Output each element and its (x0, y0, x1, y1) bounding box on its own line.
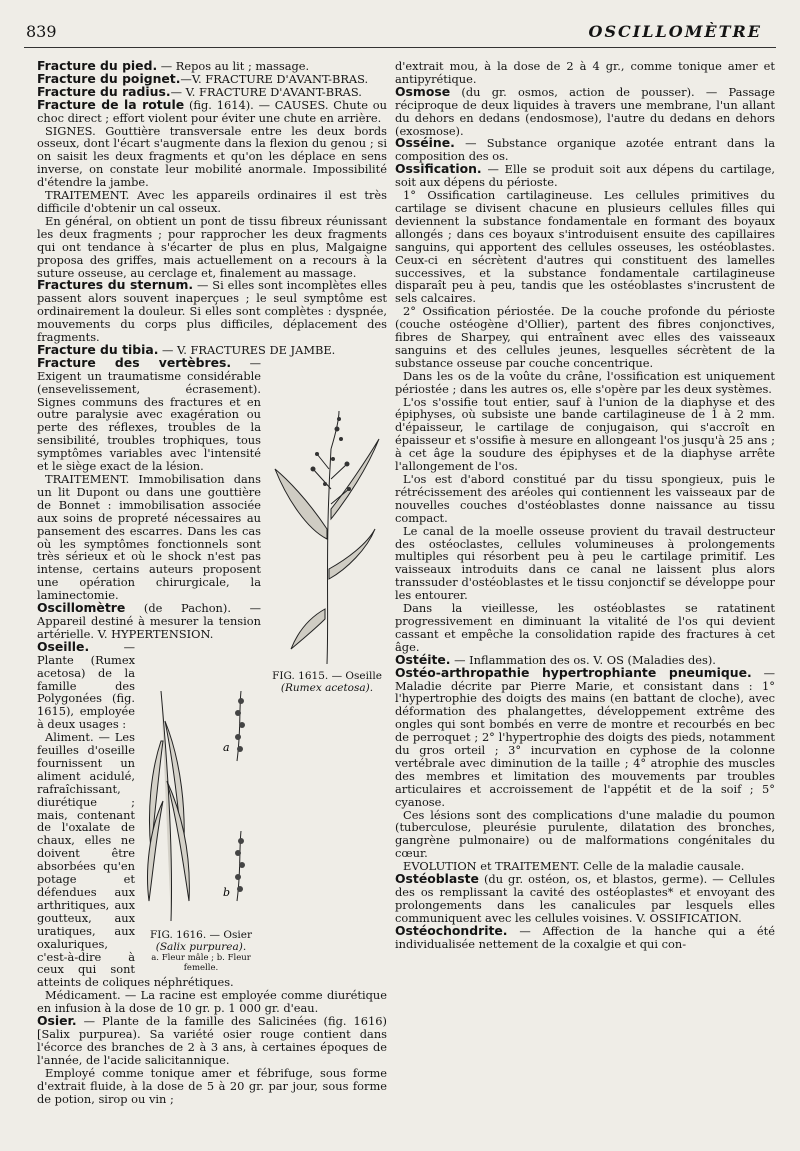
figure-1615-caption: FIG. 1615. — Oseille (Rumex acetosa). (272, 669, 382, 694)
paragraph: Employé comme tonique amer et fébrifuge, sous forme d'extrait fluide, à la dose de 5 à 20 gr. par jour, sous forme de potion, sirop ou vin ; (37, 1065, 387, 1106)
paragraph: En général, on obtient un pont de tissu fibreux réunissant les deux fragments ; pour rapprocher les deux fragments qui ont tendance à s'écarter de plus en plus, Malgaigne proposa des griffes, mais actuellement on a recours à la suture osseuse, au cerclage et, finalement au massage. (37, 213, 387, 280)
paragraph: Médicament. — La racine est employée comme diurétique en infusion à la dose de 10 gr. p. 1 000 gr. d'eau. (37, 988, 387, 1016)
entry-oseille: Oseille. — Plante (Rumex acetosa) de la famille des Polygonées (fig. 1615), employée à deux usages : (37, 638, 135, 732)
entry-osseine: Osséine. — Substance organique azotée entrant dans la composition des os. (395, 135, 775, 164)
label-b: b (223, 885, 231, 899)
sorrel-plant-illustration (267, 409, 387, 667)
paragraph: SIGNES. Gouttière transversale entre les deux bords osseux, dont l'écart s'augmente dans la flexion du genou ; si on saisit les deux fragments et qu'on les déplace en sens inverse, on constate leur mobilité anormale. Impossibilité d'étendre la jambe. (37, 123, 387, 190)
paragraph: 2° Ossification périostée. De la couche profonde du périoste (couche ostéogène d'Ollier), partent des fibres conjonctives, fibres de Sharpey, qui entraînent avec elles des vaisseaux sanguins et des cellules jeunes, lesquelles sécrètent de la substance osseuse par couche concentrique. (395, 304, 775, 370)
entry-fracture-poignet: Fracture du poignet.—V. FRACTURE D'AVANT-BRAS. (37, 70, 369, 86)
entry-oscillometre: Oscillomètre (de Pachon). — Appareil destiné à mesurer la tension artérielle. V. HYPERTENSION. (37, 600, 261, 641)
entry-fractures-sternum: Fractures du sternum. — Si elles sont incomplètes elles passent alors souvent inaperçues ; le seul symptôme est ordinairement la douleur. Si elles sont complètes : dyspnée, mouvements du corps plus difficiles, déplacement des fragments. (37, 277, 388, 345)
paragraph: d'extrait mou, à la dose de 2 à 4 gr., comme tonique amer et antipyrétique. (395, 59, 775, 86)
entry-osteo-arthropathie: Ostéo-arthropathie hypertrophiante pneumique. — Maladie décrite par Pierre Marie, et consistant dans : 1° l'hypertrophie des doigts des mains (en battant de cloche), avec déformation des phalangettes, développement extrême des ongles qui sont bombés en verre de montre et recourbés en bec de perroquet ; 2° l'hypertrophie des doigts des pieds, notamment du gros orteil ; 3° incurvation en cyphose de la colonne vertébrale avec diminution de la taille ; 4° atrophie des muscles des membres et limitation des mouvements par troubles articulaires et accroissement de l'appétit et de la soif ; 5° cyanose. (395, 664, 775, 809)
label-a: a (223, 740, 230, 754)
figure-1616-caption: FIG. 1616. — Osier (Salix purpurea). a. Fleur mâle ; b. Fleur femelle. (150, 928, 252, 973)
header-rule (24, 47, 776, 48)
paragraph: TRAITEMENT. Avec les appareils ordinaires il est très difficile d'obtenir un cal osseux. (37, 188, 387, 215)
paragraph: Le canal de la moelle osseuse provient du travail destructeur des ostéoclastes, cellules volumineuses à prolongements multiples qui résorbent peu à peu le cartilage primitif. Les vaisseaux introduits dans ce canal ne laissent plus alors transsuder d'ostéoblastes et le tissu conjonctif se développe pour les entourer. (395, 523, 775, 603)
entry-osteoblaste: Ostéoblaste (du gr. ostéon, os, et blastos, germe). — Cellules des os remplissant la cavité des ostéoplastes* et envoyant des prolongements dans les canalicules par lesquels elles communiquent avec les cellules voisines. V. OSSIFICATION. (395, 871, 775, 925)
figure-1616 (141, 681, 261, 973)
entry-fracture-rotule: Fracture de la rotule (fig. 1614). — CAUSES. Chute ou choc direct ; effort violent pour éviter une chute en arrière. (37, 96, 387, 125)
entry-osier: Osier. — Plante de la famille des Salicinées (fig. 1616) [Salix purpurea). Sa variété osier rouge contient dans l'écorce des branches de 2 à 3 ans, à certaines époques de l'année, de l'acide salicitannique. (37, 1013, 387, 1067)
paragraph: Aliment. — Les feuilles d'oseille fournissent un aliment acidulé, rafraîchissant, diurétique ; mais, contenant de l'oxalate de chaux, elles ne doivent être absorbées qu'en potage et défendues aux arthritiques, aux goutteux, aux uratiques, aux oxaluriques, c'est-à-dire à ceux qui sont atteints de coliques néphrétiques. (37, 730, 234, 990)
entry-fracture-vertebres: Fracture des vertèbres. — Exigent un traumatisme considérable (ensevelissement, écrasement). Signes communs des fractures et en outre paralysie avec exagération ou perte des réflexes, troubles de la sensibilité, troubles trophiques, tous symptômes variables avec l'intensité et le siège exact de la lésion. (37, 354, 261, 474)
running-title: OSCILLOMÈTRE (588, 22, 762, 41)
entry-fracture-pied: Fracture du pied. — Repos au lit ; massage. (37, 58, 310, 73)
left-column (37, 60, 387, 1105)
paragraph: L'os est d'abord constitué par du tissu spongieux, puis le rétrécissement des aréoles qui contiennent les vaisseaux par de nouvelles couches d'ostéoblastes donne naissance au tissu compact. (395, 472, 775, 525)
paragraph: TRAITEMENT. Immobilisation dans un lit Dupont ou dans une gouttière de Bonnet : immobilisation associée aux soins de propreté nécessaires au pansement des escarres. Dans les cas où les symptômes fonctionnels sont très sérieux et où le shock n'est pas intense, certains auteurs proposent une opération chirurgicale, la laminectomie. (37, 472, 261, 603)
entry-fracture-radius: Fracture du radius.— V. FRACTURE D'AVANT-BRAS. (37, 83, 362, 99)
paragraph: 1° Ossification cartilagineuse. Les cellules primitives du cartilage se divisent chacune en plusieurs cellules filles qui deviennent la substance fondamentale en formant des boyaux allongés ; dans ces boyaux s'introduisent ensuite des capillaires sanguins, qui apportent des cellules osseuses, les ostéoblastes. Ceux-ci en sécrètent d'autres qui constituent des lamelles successives, et la substance fondamentale cartilagineuse disparaît peu à peu, tandis que les ostéoblastes s'incrustent de sels calcaires. (395, 188, 775, 306)
entry-osteochondrite: Ostéochondrite. — Affection de la hanche qui a été individualisée nettement de la coxalgie et qui con- (395, 922, 775, 951)
paragraph: Ces lésions sont des complications d'une maladie du poumon (tuberculose, pleurésie purulente, dilatation des bronches, gangrène pulmonaire) ou de malformations congénitales du cœur. (395, 807, 775, 861)
paragraph: EVOLUTION et TRAITEMENT. Celle de la maladie causale. (403, 859, 745, 874)
paragraph: Dans les os de la voûte du crâne, l'ossification est uniquement périostée ; dans les autres os, elle s'opère par les deux systèmes. (395, 368, 775, 396)
entry-osteite: Ostéite. — Inflammation des os. V. OS (Maladies des). (395, 651, 716, 667)
entry-osmose: Osmose (du gr. osmos, action de pousser). — Passage réciproque de deux liquides à travers une membrane, l'un allant du dehors en dedans (endosmose), l'autre du dedans en dehors (exosmose). (395, 83, 775, 138)
right-column (395, 60, 775, 951)
entry-ossification: Ossification. — Elle se produit soit aux dépens du cartilage, soit aux dépens du périoste. (395, 161, 775, 190)
figure-1615 (267, 409, 387, 694)
paragraph: Dans la vieillesse, les ostéoblastes se ratatinent progressivement en diminuant la vitalité de l'os qui devient cassant et empêche la consolidation rapide des fractures à cet âge. (395, 601, 775, 654)
osier-plant-illustration (141, 681, 261, 926)
paragraph: L'os s'ossifie tout entier, sauf à l'union de la diaphyse et des épiphyses, où subsiste une bande cartilagineuse de 1 à 2 mm. d'épaisseur, le cartilage de conjugaison, qui s'accroît en épaisseur et s'ossifie à mesure en allongeant l'os jusqu'à 25 ans ; à cet âge la soudure des épiphyses et de la diaphyse arrête l'allongement de l'os. (395, 394, 775, 474)
entry-fracture-tibia: Fracture du tibia. — V. FRACTURES DE JAMBE. (37, 341, 336, 357)
page-number: 839 (26, 22, 57, 41)
